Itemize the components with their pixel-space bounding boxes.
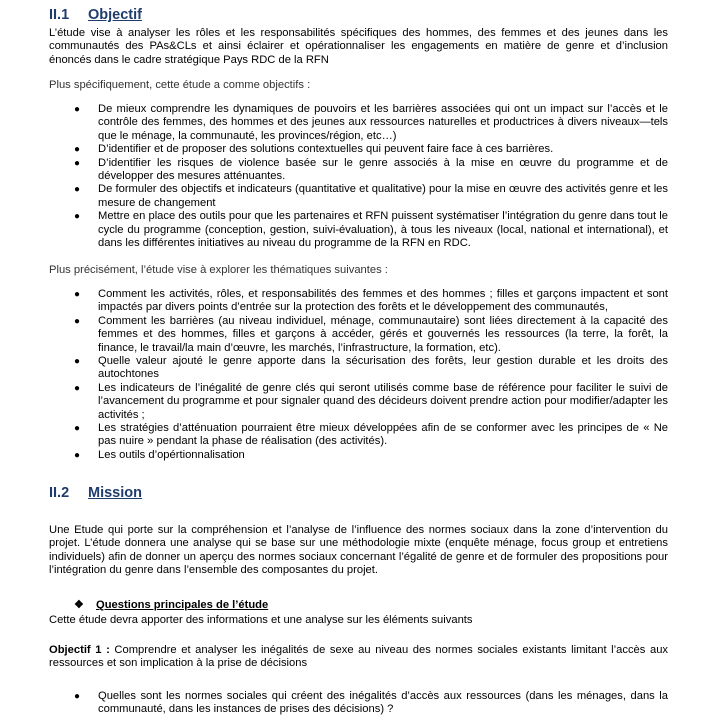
- bullet-icon: ●: [74, 382, 81, 394]
- bullet-icon: ●: [74, 144, 81, 156]
- bullet-icon: ●: [74, 289, 81, 300]
- mission-intro-paragraph: Une Etude qui porte sur la compréhension et l’analyse de l’influence des normes sociaux dans la zone d’intervention du projet. L’étude donnera une analyse qui se base sur une méthodologie mixte (enquête ménage, focus group et entretiens individuels) afin de donner un aperçu des normes sociaux concernant l’égalité de genre et de formuler des propositions pour l’intégration du genre dans l’ensemble des composantes du projet.: [49, 524, 668, 577]
- list-item: ● Mettre en place des outils pour que les partenaires et RFN puissent systématiser l’intégration du genre dans tout le cycle du programme (conception, gestion, suivi-évaluation), à tous les niveaux (local, national et international), et dans les différentes initiatives au niveau du programme de la RFN en RDC.: [74, 210, 668, 250]
- themes-intro: Plus précisément, l’étude vise à explorer les thématiques suivantes :: [49, 264, 388, 276]
- list-item: ● Les stratégies d’atténuation pourraient être mieux développées afin de se conformer avec les principes de « Ne pas nuire » pendant la phase de réalisation (des activités).: [74, 422, 668, 448]
- bullet-icon: ●: [74, 104, 81, 115]
- bullet-icon: ●: [74, 184, 81, 196]
- objective-1-questions-list: [49, 690, 668, 717]
- specific-objectives-intro: Plus spécifiquement, cette étude a comme objectifs :: [49, 79, 311, 91]
- themes-list: [49, 288, 668, 462]
- section-number: II.2: [49, 485, 70, 501]
- bullet-icon: ●: [74, 356, 81, 368]
- bullet-icon: ●: [74, 691, 81, 702]
- bullet-icon: ●: [74, 449, 81, 461]
- list-item: ● Les indicateurs de l’inégalité de genre clés qui seront utilisés comme base de référence pour faciliter le suivi de l’avancement du programme et pour signaler quand des décideurs doivent prendre action pour modifier/adapter les activités ;: [74, 381, 668, 421]
- section-title: Mission: [88, 485, 142, 501]
- list-item: ● De formuler des objectifs et indicateurs (quantitative et qualitative) pour la mise en œuvre des activités genre et les mesure de changement: [74, 183, 668, 209]
- objective-1-label: Objectif 1 :: [49, 644, 110, 656]
- list-item: ● Les outils d’opértionnalisation: [74, 448, 245, 461]
- objective-1-paragraph: [49, 644, 668, 671]
- section-heading-objectif: [49, 7, 142, 23]
- objectif-intro-paragraph: L’étude vise à analyser les rôles et les responsabilités spécifiques des hommes, des femmes et des jeunes dans les communautés des PAs&CLs et ainsi éclairer et opérationnaliser les engagements en matière de genre et d’inclusion énoncés dans le cadre stratégique Pays RDC de la RFN: [49, 27, 668, 66]
- list-item: ● D’identifier les risques de violence basée sur le genre associés à la mise en œuvre du programme et de développer des mesures atténuantes.: [74, 156, 668, 183]
- list-item: ● Comment les barrières (au niveau individuel, ménage, communautaire) sont liées directement à la capacité des femmes et des hommes, filles et garçons à accéder, gérés et gouvernés les ressources (la terre, la forêt, la finance, le travail/la main d’œuvre, les marchés, l’infrastructure, la formation, etc).: [74, 314, 668, 354]
- bullet-icon: ●: [74, 157, 81, 169]
- section-heading-mission: [49, 485, 142, 501]
- list-item: ● De mieux comprendre les dynamiques de pouvoirs et les barrières associées qui ont un impact sur l’accès et le contrôle des femmes, des hommes et des jeunes aux ressources naturelles et productrices à divers niveaux—tels que le ménage, la communauté, les provinces/région, etc…): [74, 103, 668, 142]
- questions-heading: [74, 599, 268, 612]
- questions-title: Questions principales de l’étude: [96, 599, 269, 611]
- questions-intro: Cette étude devra apporter des informations et une analyse sur les éléments suivants: [49, 614, 473, 626]
- bullet-icon: ●: [74, 423, 81, 435]
- objective-1-text: Comprendre et analyser les inégalités de sexe au niveau des normes sociales existants limitant l’accès aux ressources et son implication à la prise de décisions: [49, 644, 669, 670]
- objectives-list: [49, 103, 668, 250]
- list-item: ● Quelles sont les normes sociales qui créent des inégalités d’accès aux ressources (dans les ménages, dans la communauté, dans les instances de prises des décisions) ?: [74, 690, 668, 716]
- bullet-icon: ●: [74, 211, 81, 223]
- list-item: ● Comment les activités, rôles, et responsabilités des femmes et des hommes ; filles et garçons impactent et sont impactés par divers points d’entrée sur la protection des forêts et le développement des communautés,: [74, 288, 668, 314]
- section-title: Objectif: [88, 7, 142, 23]
- section-number: II.1: [49, 7, 70, 23]
- diamond-bullet-icon: ❖: [74, 599, 84, 611]
- bullet-icon: ●: [74, 315, 81, 327]
- list-item: ● D’identifier et de proposer des solutions contextuelles qui peuvent faire face à ces barrières.: [74, 143, 554, 156]
- list-item: ● Quelle valeur ajouté le genre apporte dans la sécurisation des forêts, leur gestion durable et les droits des autochtones: [74, 355, 668, 381]
